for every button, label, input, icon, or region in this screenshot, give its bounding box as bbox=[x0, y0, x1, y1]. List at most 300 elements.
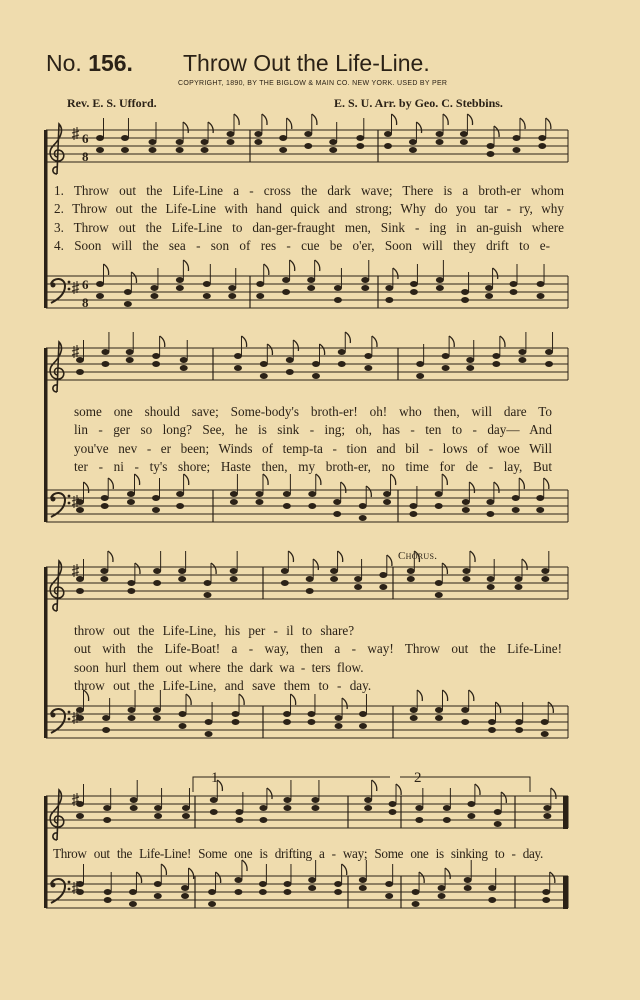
note-head bbox=[311, 805, 319, 811]
note-head bbox=[203, 293, 211, 299]
note-head bbox=[435, 592, 443, 598]
note-head bbox=[283, 719, 291, 725]
note-head bbox=[518, 357, 526, 363]
note-head bbox=[76, 499, 84, 505]
note-head bbox=[283, 797, 291, 803]
note-head bbox=[385, 881, 393, 887]
note-head bbox=[304, 131, 312, 137]
note-head bbox=[407, 568, 415, 574]
note-flag bbox=[131, 272, 136, 283]
bass-clef-dot bbox=[68, 502, 71, 505]
note-head bbox=[461, 707, 469, 713]
lyric-line: Throw out the Life-Line! Some one is drifting a - way; Some one is sinking to - day. bbox=[53, 846, 543, 861]
note-head bbox=[208, 901, 216, 907]
note-head bbox=[178, 576, 186, 582]
note-head bbox=[407, 576, 415, 582]
note-head bbox=[306, 588, 314, 594]
note-head bbox=[201, 139, 209, 145]
note-head bbox=[443, 817, 451, 823]
note-head bbox=[334, 889, 342, 895]
note-head bbox=[537, 293, 545, 299]
note-head bbox=[176, 491, 184, 497]
note-flag bbox=[287, 118, 292, 129]
note-head bbox=[153, 707, 161, 713]
note-flag bbox=[183, 260, 188, 271]
note-head bbox=[410, 289, 418, 295]
note-head bbox=[234, 365, 242, 371]
note-head bbox=[537, 281, 545, 287]
note-head bbox=[412, 889, 420, 895]
note-head bbox=[286, 357, 294, 363]
note-head bbox=[259, 805, 267, 811]
note-head bbox=[510, 289, 518, 295]
note-head bbox=[464, 877, 472, 883]
lyric-line: soon hurl them out where the dark wa - ters flow. bbox=[74, 659, 364, 675]
note-head bbox=[512, 495, 520, 501]
note-head bbox=[228, 293, 236, 299]
note-flag bbox=[419, 872, 424, 883]
note-flag bbox=[239, 694, 244, 705]
note-head bbox=[485, 293, 493, 299]
note-flag bbox=[366, 486, 371, 497]
note-head bbox=[129, 901, 137, 907]
note-head bbox=[232, 711, 240, 717]
note-head bbox=[124, 289, 132, 295]
treble-clef-icon bbox=[50, 561, 64, 611]
note-head bbox=[461, 297, 469, 303]
note-flag bbox=[475, 784, 480, 795]
note-head bbox=[512, 135, 520, 141]
note-flag bbox=[338, 551, 343, 562]
note-head bbox=[512, 507, 520, 513]
note-head bbox=[181, 893, 189, 899]
note-flag bbox=[183, 122, 188, 133]
note-head bbox=[96, 281, 104, 287]
note-head bbox=[256, 293, 264, 299]
note-head bbox=[329, 139, 337, 145]
note-flag bbox=[500, 336, 505, 347]
note-head bbox=[101, 503, 109, 509]
note-flag bbox=[445, 868, 450, 879]
note-head bbox=[364, 797, 372, 803]
note-head bbox=[486, 499, 494, 505]
note-head bbox=[488, 719, 496, 725]
note-flag bbox=[291, 694, 296, 705]
note-head bbox=[234, 353, 242, 359]
note-head bbox=[283, 491, 291, 497]
note-head bbox=[152, 507, 160, 513]
note-head bbox=[338, 349, 346, 355]
note-head bbox=[103, 805, 111, 811]
bass-clef-dot bbox=[51, 713, 56, 718]
note-flag bbox=[189, 868, 194, 879]
bass-clef-dot bbox=[68, 718, 71, 721]
note-head bbox=[308, 491, 316, 497]
note-head bbox=[435, 503, 443, 509]
note-head bbox=[364, 365, 372, 371]
note-head bbox=[361, 285, 369, 291]
note-head bbox=[488, 727, 496, 733]
note-head bbox=[127, 491, 135, 497]
note-head bbox=[127, 588, 135, 594]
note-head bbox=[76, 715, 84, 721]
note-head bbox=[150, 285, 158, 291]
note-head bbox=[235, 817, 243, 823]
note-head bbox=[255, 499, 263, 505]
note-head bbox=[176, 285, 184, 291]
note-head bbox=[308, 503, 316, 509]
note-head bbox=[462, 507, 470, 513]
bass-clef-dot bbox=[51, 283, 56, 288]
composer: E. S. U. Arr. by Geo. C. Stebbins. bbox=[334, 96, 503, 110]
note-head bbox=[283, 711, 291, 717]
note-head bbox=[356, 143, 364, 149]
note-head bbox=[330, 576, 338, 582]
note-head bbox=[442, 353, 450, 359]
note-head bbox=[205, 731, 213, 737]
note-flag bbox=[262, 114, 267, 125]
lyric-line: out with the Life-Boat! a - way, then a - way! Throw out the Life-Line! bbox=[74, 641, 562, 657]
bass-clef-dot bbox=[68, 711, 71, 714]
note-flag bbox=[161, 864, 166, 875]
note-head bbox=[333, 511, 341, 517]
note-head bbox=[460, 131, 468, 137]
note-head bbox=[179, 711, 187, 717]
note-head bbox=[121, 147, 129, 153]
note-flag bbox=[135, 563, 140, 574]
lyric-line: 3. Throw out the Life-Line to dan-ger-fraught men, Sink - ing in an-guish where bbox=[54, 219, 564, 235]
note-head bbox=[515, 727, 523, 733]
note-head bbox=[409, 147, 417, 153]
note-head bbox=[359, 877, 367, 883]
note-head bbox=[466, 365, 474, 371]
hymn-title: Throw Out the Life-Line. bbox=[183, 50, 430, 76]
note-head bbox=[76, 813, 84, 819]
note-head bbox=[541, 719, 549, 725]
note-flag bbox=[449, 336, 454, 347]
note-flag bbox=[341, 482, 346, 493]
note-head bbox=[153, 715, 161, 721]
note-flag bbox=[290, 260, 295, 271]
note-flag bbox=[396, 784, 401, 795]
note-flag bbox=[519, 478, 524, 489]
note-head bbox=[179, 723, 187, 729]
note-head bbox=[128, 707, 136, 713]
note-head bbox=[467, 813, 475, 819]
note-head bbox=[486, 151, 494, 157]
note-head bbox=[102, 727, 110, 733]
note-head bbox=[279, 135, 287, 141]
system-bracket bbox=[44, 567, 48, 738]
chorus-lyrics-system-3 bbox=[74, 622, 562, 695]
note-head bbox=[389, 809, 397, 815]
note-head bbox=[541, 731, 549, 737]
note-head bbox=[538, 143, 546, 149]
note-flag bbox=[315, 260, 320, 271]
note-head bbox=[436, 277, 444, 283]
note-head bbox=[178, 568, 186, 574]
note-head bbox=[152, 353, 160, 359]
note-head bbox=[76, 357, 84, 363]
note-head bbox=[129, 889, 137, 895]
note-head bbox=[256, 281, 264, 287]
note-head bbox=[416, 373, 424, 379]
note-head bbox=[510, 281, 518, 287]
note-flag bbox=[293, 340, 298, 351]
note-head bbox=[176, 147, 184, 153]
note-head bbox=[282, 289, 290, 295]
note-head bbox=[488, 885, 496, 891]
note-flag bbox=[372, 336, 377, 347]
note-head bbox=[259, 881, 267, 887]
note-head bbox=[205, 719, 213, 725]
note-flag bbox=[345, 332, 350, 343]
note-head bbox=[335, 715, 343, 721]
note-head bbox=[76, 507, 84, 513]
note-head bbox=[230, 568, 238, 574]
lyric-line: lin - ger so long? See, he is sink - ing; oh, has - ten to - day— And bbox=[74, 422, 552, 438]
note-head bbox=[383, 499, 391, 505]
note-head bbox=[312, 361, 320, 367]
note-head bbox=[442, 365, 450, 371]
lyricist: Rev. E. S. Ufford. bbox=[67, 96, 157, 110]
treble-clef-icon bbox=[50, 790, 64, 840]
note-head bbox=[148, 147, 156, 153]
note-head bbox=[460, 139, 468, 145]
system-bracket bbox=[44, 348, 48, 522]
note-head bbox=[254, 139, 262, 145]
note-head bbox=[415, 817, 423, 823]
treble-clef-icon bbox=[50, 342, 64, 392]
note-head bbox=[515, 719, 523, 725]
time-sig-top: 6 bbox=[82, 131, 89, 146]
note-head bbox=[154, 893, 162, 899]
system-bracket bbox=[44, 796, 48, 908]
note-head bbox=[235, 809, 243, 815]
note-head bbox=[379, 572, 387, 578]
note-flag bbox=[520, 118, 525, 129]
note-flag bbox=[550, 872, 555, 883]
verse-lyrics-system-2 bbox=[74, 403, 552, 476]
note-head bbox=[545, 361, 553, 367]
note-head bbox=[488, 897, 496, 903]
note-flag bbox=[342, 864, 347, 875]
note-head bbox=[102, 715, 110, 721]
note-head bbox=[389, 801, 397, 807]
note-flag bbox=[319, 344, 324, 355]
note-head bbox=[150, 293, 158, 299]
note-head bbox=[361, 277, 369, 283]
note-head bbox=[100, 568, 108, 574]
final-barline bbox=[563, 796, 568, 829]
note-head bbox=[538, 135, 546, 141]
note-head bbox=[333, 499, 341, 505]
note-head bbox=[181, 885, 189, 891]
note-flag bbox=[288, 551, 293, 562]
note-flag bbox=[494, 126, 499, 137]
note-head bbox=[128, 715, 136, 721]
note-head bbox=[307, 277, 315, 283]
time-sig-top: 6 bbox=[82, 277, 89, 292]
note-head bbox=[494, 809, 502, 815]
bass-clef-dot bbox=[51, 883, 56, 888]
note-head bbox=[283, 503, 291, 509]
note-head bbox=[514, 576, 522, 582]
note-head bbox=[76, 369, 84, 375]
note-head bbox=[307, 719, 315, 725]
note-head bbox=[201, 147, 209, 153]
note-head bbox=[438, 885, 446, 891]
note-head bbox=[415, 805, 423, 811]
note-head bbox=[101, 361, 109, 367]
chorus-lyrics-system-4 bbox=[53, 845, 543, 863]
note-head bbox=[409, 511, 417, 517]
note-head bbox=[126, 357, 134, 363]
note-head bbox=[384, 131, 392, 137]
note-flag bbox=[522, 559, 527, 570]
note-head bbox=[436, 131, 444, 137]
note-flag bbox=[494, 482, 499, 493]
note-head bbox=[512, 147, 520, 153]
note-head bbox=[359, 515, 367, 521]
lyric-line: 4. Soon will the sea - son of res - cue be o'er, Soon will they drift to e- bbox=[54, 237, 550, 253]
note-head bbox=[127, 499, 135, 505]
note-head bbox=[338, 361, 346, 367]
note-head bbox=[536, 507, 544, 513]
first-ending-label: 1 bbox=[211, 770, 219, 786]
note-head bbox=[210, 809, 218, 815]
note-flag bbox=[108, 478, 113, 489]
note-head bbox=[76, 588, 84, 594]
note-head bbox=[443, 805, 451, 811]
note-head bbox=[436, 139, 444, 145]
note-flag bbox=[160, 336, 165, 347]
note-head bbox=[385, 297, 393, 303]
note-head bbox=[435, 580, 443, 586]
note-head bbox=[283, 889, 291, 895]
note-flag bbox=[467, 114, 472, 125]
note-head bbox=[354, 576, 362, 582]
note-head bbox=[410, 715, 418, 721]
note-flag bbox=[391, 114, 396, 125]
note-head bbox=[176, 139, 184, 145]
bass-clef-dot bbox=[68, 888, 71, 891]
note-head bbox=[255, 491, 263, 497]
note-head bbox=[232, 719, 240, 725]
note-head bbox=[486, 143, 494, 149]
treble-clef-icon bbox=[50, 124, 64, 174]
note-flag bbox=[208, 122, 213, 133]
note-head bbox=[541, 568, 549, 574]
note-head bbox=[230, 491, 238, 497]
note-head bbox=[103, 817, 111, 823]
note-head bbox=[438, 893, 446, 899]
note-head bbox=[385, 285, 393, 291]
note-head bbox=[435, 715, 443, 721]
note-head bbox=[76, 576, 84, 582]
note-head bbox=[359, 885, 367, 891]
note-head bbox=[412, 901, 420, 907]
note-flag bbox=[211, 563, 216, 574]
note-head bbox=[545, 349, 553, 355]
note-head bbox=[281, 568, 289, 574]
note-head bbox=[182, 805, 190, 811]
note-head bbox=[130, 805, 138, 811]
time-sig-bottom: 8 bbox=[82, 295, 89, 310]
note-head bbox=[307, 711, 315, 717]
copyright-notice: COPYRIGHT, 1890, BY THE BIGLOW & MAIN CO. NEW YORK. USED BY PER bbox=[178, 80, 448, 87]
note-flag bbox=[501, 792, 506, 803]
note-head bbox=[154, 881, 162, 887]
lyric-line: throw out the Life-Line, his per - il to share? bbox=[74, 623, 355, 638]
note-head bbox=[492, 353, 500, 359]
note-head bbox=[461, 289, 469, 295]
note-flag bbox=[551, 788, 556, 799]
note-head bbox=[492, 361, 500, 367]
note-head bbox=[416, 361, 424, 367]
note-flag bbox=[469, 482, 474, 493]
note-flag bbox=[267, 344, 272, 355]
note-flag bbox=[493, 268, 498, 279]
note-flag bbox=[241, 336, 246, 347]
note-head bbox=[176, 503, 184, 509]
note-head bbox=[76, 889, 84, 895]
note-head bbox=[410, 707, 418, 713]
note-head bbox=[96, 293, 104, 299]
system-bracket bbox=[44, 130, 48, 308]
note-head bbox=[104, 889, 112, 895]
note-head bbox=[210, 797, 218, 803]
note-head bbox=[127, 580, 135, 586]
note-head bbox=[518, 349, 526, 355]
note-head bbox=[126, 349, 134, 355]
note-flag bbox=[104, 264, 109, 275]
note-flag bbox=[548, 702, 553, 713]
note-flag bbox=[416, 122, 421, 133]
bass-clef-dot bbox=[68, 288, 71, 291]
note-head bbox=[542, 897, 550, 903]
note-head bbox=[379, 584, 387, 590]
bass-clef-dot bbox=[51, 497, 56, 502]
note-head bbox=[152, 495, 160, 501]
note-head bbox=[286, 369, 294, 375]
note-head bbox=[383, 491, 391, 497]
second-ending-label: 2 bbox=[414, 770, 422, 786]
lyric-line: you've nev - er been; Winds of temp-ta - tion and bil - lows of woe Will bbox=[74, 440, 552, 456]
note-head bbox=[485, 285, 493, 291]
note-flag bbox=[495, 702, 500, 713]
note-head bbox=[384, 143, 392, 149]
note-head bbox=[282, 277, 290, 283]
note-head bbox=[230, 499, 238, 505]
hymn-number: No. 156. bbox=[46, 50, 133, 76]
note-head bbox=[204, 580, 212, 586]
final-barline bbox=[563, 876, 568, 909]
note-flag bbox=[372, 780, 377, 791]
lyric-line: throw out the Life-Line, and save them to - day. bbox=[74, 677, 372, 693]
note-head bbox=[234, 877, 242, 883]
note-head bbox=[260, 373, 268, 379]
note-head bbox=[101, 495, 109, 501]
note-head bbox=[176, 277, 184, 283]
note-head bbox=[335, 723, 343, 729]
note-head bbox=[260, 361, 268, 367]
note-head bbox=[487, 576, 495, 582]
note-head bbox=[152, 361, 160, 367]
note-head bbox=[76, 707, 84, 713]
note-head bbox=[466, 357, 474, 363]
note-flag bbox=[393, 268, 398, 279]
